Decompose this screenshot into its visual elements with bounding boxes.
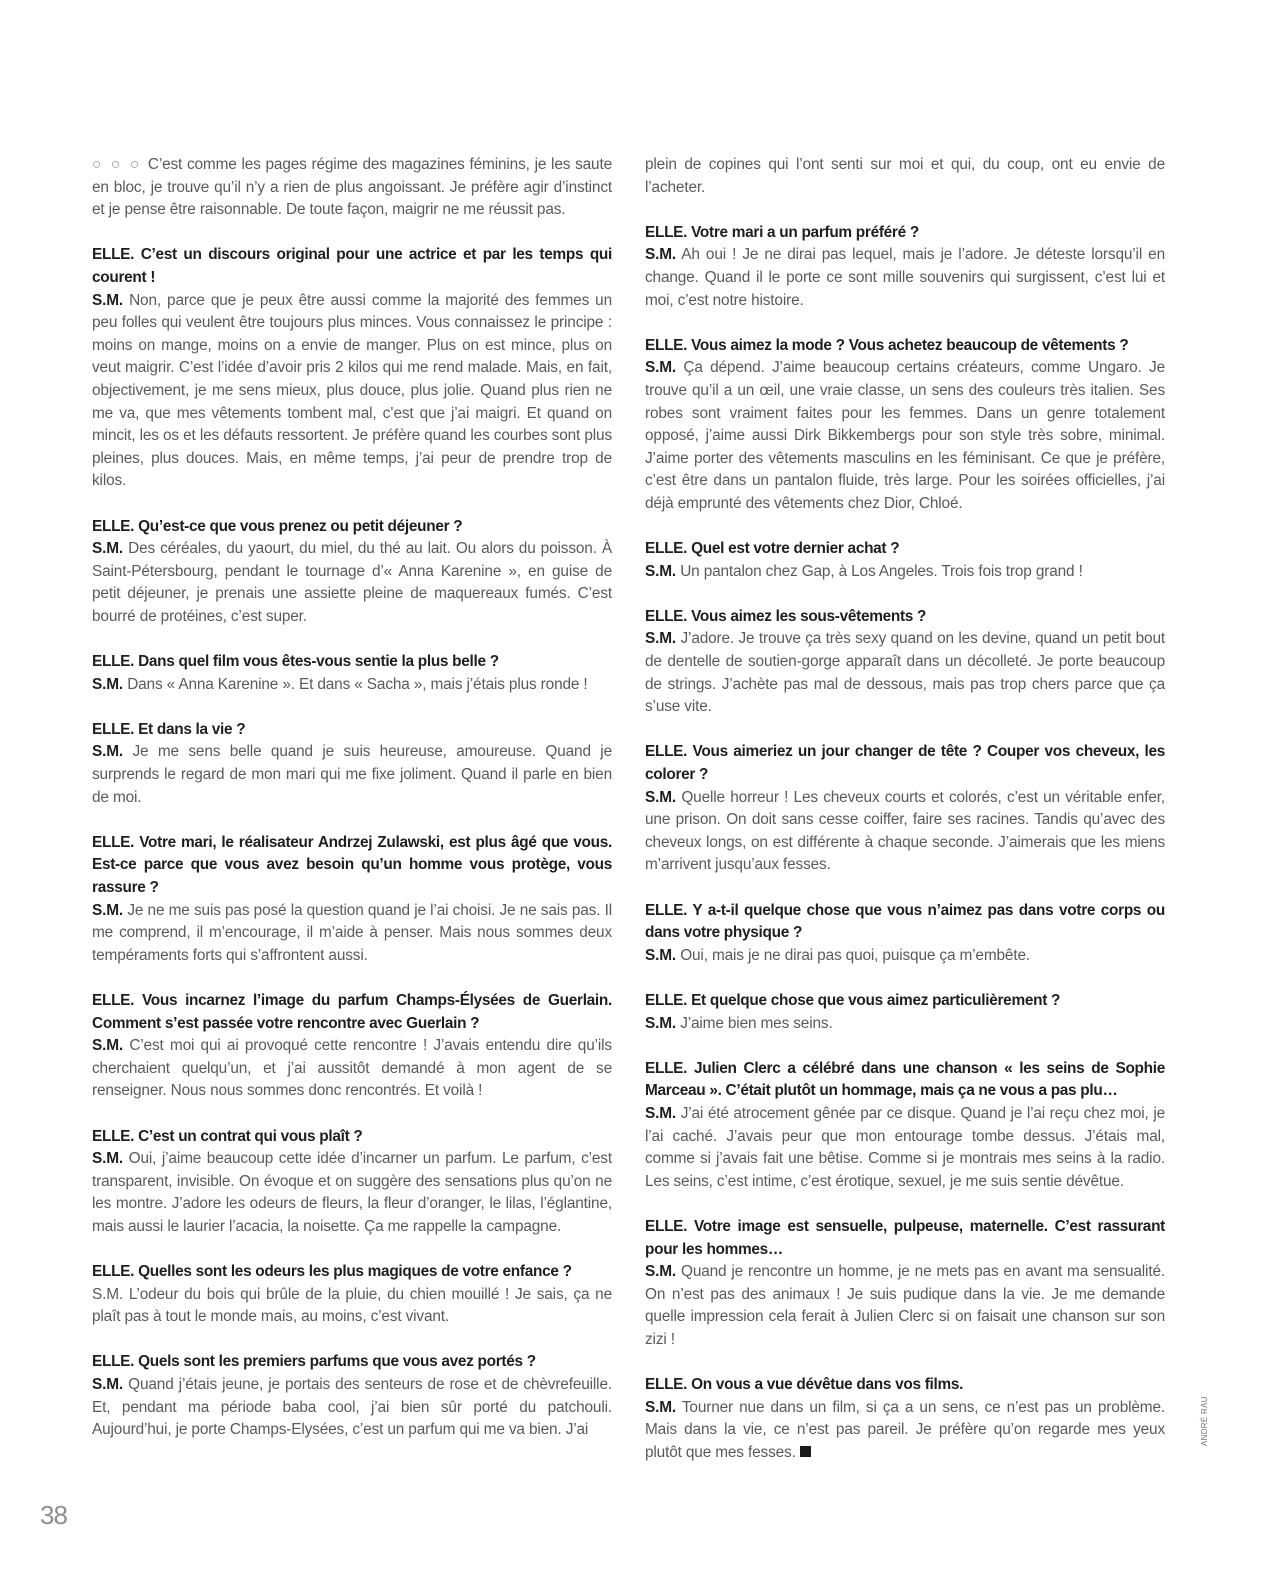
photo-credit: ANDRÉ RAU <box>1200 1396 1209 1446</box>
qa-block <box>645 154 1165 199</box>
qa-block <box>645 1374 1165 1464</box>
interview-question: ELLE. Et dans la vie ? <box>92 720 246 738</box>
qa-block <box>92 516 612 629</box>
interview-question: ELLE. Vous aimez la mode ? Vous achetez beaucoup de vêtements ? <box>645 336 1129 354</box>
interview-question: ELLE. On vous a vue dévêtue dans vos films. <box>645 1376 964 1394</box>
interview-answer <box>92 1284 612 1329</box>
interview-answer <box>645 1013 1165 1036</box>
interview-answer <box>92 1374 612 1442</box>
interview-answer <box>92 1035 612 1103</box>
interview-answer <box>645 244 1165 312</box>
section-bullets: ○ ○ ○ <box>92 156 142 173</box>
answer-text: Je ne me suis pas posé la question quand je l’ai choisi. Je ne sais pas. Il me comprend, il m’encourage, il m’aide à penser. Mais nous sommes deux tempéraments forts qui s’affrontent aussi. <box>92 901 612 964</box>
interview-answer <box>645 787 1165 877</box>
interview-question: ELLE. Quels sont les premiers parfums que vous avez portés ? <box>92 1353 536 1371</box>
answer-text: Quand j’étais jeune, je portais des senteurs de rose et de chèvrefeuille. Et, pendant ma période baba cool, j’ai bien sûr porté du patchouli. Aujourd’hui, je porte Champs-Elysées, c’est un parfum qui me va bien. J’ai <box>92 1376 612 1439</box>
interview-answer <box>92 741 612 809</box>
answer-text: Des céréales, du yaourt, du miel, du thé au lait. Ou alors du poisson. À Saint-Pétersbourg, pendant le tournage d’« Anna Karenine », en guise de petit déjeuner, je prenais une assiette pleine de maquereaux fumés. C’est bourré de protéines, c’est super. <box>92 540 612 625</box>
interview-question: ELLE. Dans quel film vous êtes-vous sentie la plus belle ? <box>92 653 499 671</box>
speaker-initials: S.M. <box>645 946 677 964</box>
answer-text: Non, parce que je peux être aussi comme la majorité des femmes un peu folles qui veulent être toujours plus minces. Vous connaissez le principe : moins on mange, moins on a envie de manger. Plus on est mince, plus on veut maigrir. C’est l’idée d’avoir pris 2 kilos qui me rend malade. Mais, en fait, objectivement, je me sens mieux, plus douce, plus jolie. Quand plus rien ne me va, que mes vêtements tombent mal, c’est que j’ai maigri. Et quand on mincit, les os et les défauts ressortent. Je préfère quand les courbes sont plus pleines, plus douces. Mais, en même temps, j’ai peur de prendre trop de kilos. <box>92 291 612 490</box>
interview-answer <box>92 1148 612 1238</box>
qa-block <box>645 335 1165 516</box>
interview-answer <box>92 290 612 493</box>
speaker-initials: S.M. <box>645 1398 677 1416</box>
answer-text: Oui, mais je ne dirai pas quoi, puisque ça m’embête. <box>680 946 1030 964</box>
interview-answer <box>645 1261 1165 1351</box>
interview-question: ELLE. Quel est votre dernier achat ? <box>645 540 900 558</box>
interview-answer <box>645 628 1165 718</box>
qa-block <box>645 900 1165 968</box>
interview-question: ELLE. C’est un discours original pour une actrice et par les temps qui courent ! <box>92 246 612 286</box>
interview-question: ELLE. Julien Clerc a célébré dans une chanson « les seins de Sophie Marceau ». C’était plutôt un hommage, mais ça ne vous a pas plu… <box>645 1059 1165 1100</box>
qa-block <box>645 1058 1165 1194</box>
answer-text: Tourner nue dans un film, si ça a un sens, ce n’est pas un problème. Mais dans la vie, ce n’est pas pareil. Je préfère qu’on regarde mes yeux plutôt que mes fesses. <box>645 1398 1165 1461</box>
qa-block <box>645 990 1165 1035</box>
answer-text: Un pantalon chez Gap, à Los Angeles. Trois fois trop grand ! <box>680 562 1083 580</box>
interview-question: ELLE. Qu’est-ce que vous prenez ou petit déjeuner ? <box>92 517 463 535</box>
qa-block <box>92 1261 612 1329</box>
interview-answer <box>645 561 1165 584</box>
speaker-initials: S.M. <box>645 246 677 264</box>
interview-answer <box>645 945 1165 968</box>
speaker-initials: S.M. <box>645 562 677 580</box>
left-column <box>92 154 612 1464</box>
answer-text: Je me sens belle quand je suis heureuse, amoureuse. Quand je surprends le regard de mon mari qui me fixe joliment. Quand il parle en bien de moi. <box>92 743 612 806</box>
speaker-initials: S.M. <box>645 359 677 377</box>
qa-block <box>92 244 612 493</box>
qa-block <box>645 606 1165 719</box>
intro-text: C’est comme les pages régime des magazines féminins, je les saute en bloc, je trouve qu’il n’y a rien de plus angoissant. Je préfère agir d’instinct et je pense être raisonnable. De toute façon, maigrir ne me réussit pas. <box>92 156 612 219</box>
interview-question: ELLE. Vous aimeriez un jour changer de tête ? Couper vos cheveux, les colorer ? <box>645 743 1165 784</box>
qa-block <box>92 1351 612 1441</box>
qa-block <box>645 741 1165 877</box>
speaker-initials: S.M. <box>92 540 124 558</box>
interview-question: ELLE. C’est un contrat qui vous plaît ? <box>92 1127 363 1145</box>
speaker-initials: S.M. <box>92 291 124 309</box>
interview-question: ELLE. Et quelque chose que vous aimez particulièrement ? <box>645 991 1061 1009</box>
answer-text: Dans « Anna Karenine ». Et dans « Sacha », mais j’étais plus ronde ! <box>127 675 588 693</box>
answer-text: C’est moi qui ai provoqué cette rencontre ! J’avais entendu dire qu’ils cherchaient quelqu’un, et j’ai aussitôt demandé à mon agent de se renseigner. Nous nous sommes donc rencontrés. Et voilà ! <box>92 1037 612 1100</box>
answer-text: J’adore. Je trouve ça très sexy quand on les devine, quand un petit bout de dentelle de soutien-gorge apparaît dans un décolleté. Je porte beaucoup de strings. J’achète pas mal de dessous, mais pas trop chers parce que ça s’use vite. <box>645 630 1165 716</box>
answer-text: L’odeur du bois qui brûle de la pluie, du chien mouillé ! Je sais, ça ne plaît pas à tout le monde mais, au moins, c’est vivant. <box>92 1285 612 1326</box>
interview-question: ELLE. Vous incarnez l’image du parfum Champs-Élysées de Guerlain. Comment s’est passée votre rencontre avec Guerlain ? <box>92 991 612 1032</box>
answer-text: Quand je rencontre un homme, je ne mets pas en avant ma sensualité. On n’est pas des animaux ! Je suis pudique dans la vie. Je me demande quelle impression cela ferait à Julien Clerc si on faisait une chanson sur son zizi ! <box>645 1263 1165 1348</box>
answer-text: J’aime bien mes seins. <box>680 1014 833 1032</box>
interview-answer <box>645 1103 1165 1193</box>
right-column <box>645 154 1165 1487</box>
interview-question: ELLE. Y a-t-il quelque chose que vous n’aimez pas dans votre corps ou dans votre physique ? <box>645 901 1165 942</box>
interview-question: ELLE. Quelles sont les odeurs les plus magiques de votre enfance ? <box>92 1263 572 1281</box>
qa-block <box>92 832 612 968</box>
speaker-initials: S.M. <box>645 1263 677 1281</box>
speaker-initials: S.M. <box>92 901 124 919</box>
interview-answer <box>92 674 612 697</box>
speaker-initials: S.M. <box>645 1014 677 1032</box>
answer-text: Quelle horreur ! Les cheveux courts et colorés, c’est un véritable enfer, une prison. On doit sans cesse coiffer, faire ses racines. Tandis qu’avec des cheveux longs, on est différente à chaque seconde. J’aimerais que les miens m’arrivent jusqu’aux fesses. <box>645 788 1165 874</box>
speaker-initials: S.M. <box>92 1376 124 1394</box>
speaker-initials: S.M. <box>92 743 124 761</box>
qa-block <box>92 1126 612 1239</box>
page-number: 38 <box>40 1500 67 1530</box>
qa-block <box>645 1216 1165 1352</box>
speaker-initials: S.M. <box>645 788 677 806</box>
intro-paragraph <box>92 154 612 222</box>
interview-answer <box>645 357 1165 515</box>
answer-text: J’ai été atrocement gênée par ce disque. Quand je l’ai reçu chez moi, je l’ai caché. J’avais peur que mon entourage tombe dessus. J’étais mal, comme si j’avais fait une bêtise. Comme si je montrais mes seins à la radio. Les seins, c’est intime, c’est érotique, sexuel, je me suis sentie dévêtue. <box>645 1104 1165 1190</box>
qa-block <box>645 222 1165 312</box>
qa-block <box>92 719 612 809</box>
speaker-initials: S.M. <box>92 1150 124 1168</box>
interview-answer <box>92 538 612 628</box>
speaker-initials: S.M. <box>645 630 677 648</box>
interview-question: ELLE. Votre mari a un parfum préféré ? <box>645 223 919 241</box>
end-of-article-square-icon <box>800 1446 811 1457</box>
interview-answer <box>92 900 612 968</box>
answer-text: Ah oui ! Je ne dirai pas lequel, mais je l’adore. Je déteste lorsqu’il en change. Quand il le porte ce sont mille souvenirs qui surgissent, c’est lui et moi, c’est notre histoire. <box>645 246 1165 309</box>
answer-continuation: plein de copines qui l’ont senti sur moi et qui, du coup, ont eu envie de l’acheter. <box>645 156 1165 196</box>
answer-text: Ça dépend. J’aime beaucoup certains créateurs, comme Ungaro. Je trouve qu’il a un œil, une vraie classe, un sens des couleurs très italien. Ses robes sont vraiment faites pour les femmes. Dans un genre totalement opposé, j’aime aussi Dirk Bikkembergs pour son style très sobre, minimal. J’aime porter des vêtements masculins en les féminisant. Ce que je préfère, c’est être dans un pantalon fluide, très large. Pour les soirées officielles, j’ai déjà emprunté des vêtements chez Dior, Chloé. <box>645 359 1165 512</box>
interview-question: ELLE. Vous aimez les sous-vêtements ? <box>645 607 927 625</box>
speaker-initials: S.M. <box>92 1285 124 1303</box>
interview-question: ELLE. Votre mari, le réalisateur Andrzej Zulawski, est plus âgé que vous. Est-ce parce que vous avez besoin qu’un homme vous protège, vous rassure ? <box>92 833 612 896</box>
qa-block <box>645 538 1165 583</box>
answer-text: Oui, j’aime beaucoup cette idée d’incarner un parfum. Le parfum, c’est transparent, invisible. On évoque et on suggère des sensations plus qu’on ne les montre. J’adore les odeurs de fleurs, la fleur d’oranger, le lilas, l’églantine, mais aussi le laurier l’acacia, la noisette. Ça me rappelle la campagne. <box>92 1150 612 1235</box>
speaker-initials: S.M. <box>92 675 124 693</box>
interview-question: ELLE. Votre image est sensuelle, pulpeuse, maternelle. C’est rassurant pour les hommes… <box>645 1217 1165 1258</box>
speaker-initials: S.M. <box>92 1037 124 1055</box>
interview-answer <box>645 1397 1165 1465</box>
qa-block <box>92 990 612 1103</box>
speaker-initials: S.M. <box>645 1104 677 1122</box>
qa-block <box>92 651 612 696</box>
